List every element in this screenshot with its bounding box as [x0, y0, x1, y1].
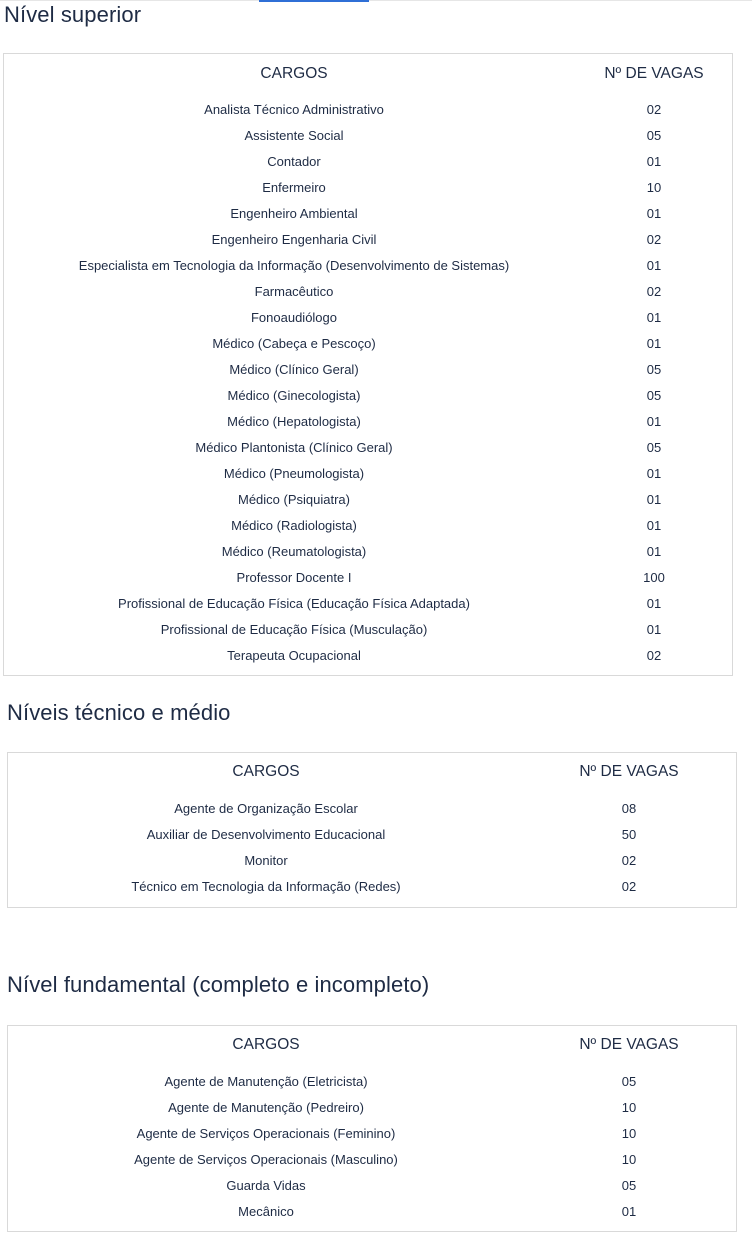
vagas-cell: 05: [646, 362, 662, 377]
vagas-cell: 01: [646, 466, 662, 481]
cargo-cell: Enfermeiro: [262, 180, 326, 195]
cargo-cell: Médico (Hepatologista): [227, 414, 361, 429]
cargo-cell: Médico Plantonista (Clínico Geral): [195, 440, 393, 455]
cargo-cell: Analista Técnico Administrativo: [204, 102, 384, 117]
table-row: [4, 279, 732, 305]
active-tab-indicator: [259, 0, 369, 2]
cargo-cell: Terapeuta Ocupacional: [227, 648, 361, 663]
cargo-cell: Mecânico: [238, 1204, 294, 1219]
vagas-cell: 02: [621, 853, 637, 868]
cargo-cell: Auxiliar de Desenvolvimento Educacional: [146, 827, 386, 842]
table-row: [4, 357, 732, 383]
header-cargos: CARGOS: [260, 65, 328, 82]
table-row: [8, 874, 736, 900]
cargo-cell: Profissional de Educação Física (Educação Física Adaptada): [118, 596, 470, 611]
cargo-cell: Profissional de Educação Física (Musculação): [160, 622, 428, 637]
cargo-cell: Técnico em Tecnologia da Informação (Redes): [131, 879, 401, 894]
cargo-cell: Engenheiro Ambiental: [230, 206, 358, 221]
vagas-cell: 01: [646, 154, 662, 169]
vagas-cell: 01: [646, 414, 662, 429]
table-row: [8, 1173, 736, 1199]
cargo-cell: Médico (Reumatologista): [221, 544, 367, 559]
vagas-cell: 02: [621, 879, 637, 894]
header-cargos: CARGOS: [232, 763, 300, 780]
cargo-cell: Guarda Vidas: [226, 1178, 306, 1193]
vagas-cell: 08: [621, 801, 637, 816]
table-row: [4, 175, 732, 201]
table-row: [4, 227, 732, 253]
cargo-cell: Agente de Serviços Operacionais (Feminino): [136, 1126, 396, 1141]
cargo-cell: Médico (Cabeça e Pescoço): [212, 336, 376, 351]
section-title-tecnico-medio: Níveis técnico e médio: [7, 700, 231, 725]
table-row: [4, 461, 732, 487]
table-row: [8, 822, 736, 848]
vagas-cell: 10: [621, 1152, 637, 1167]
cargo-cell: Médico (Psiquiatra): [238, 492, 350, 507]
vagas-cell: 05: [621, 1178, 637, 1193]
cargo-cell: Contador: [267, 154, 321, 169]
table-fundamental: [7, 1025, 737, 1232]
header-vagas: Nº DE VAGAS: [604, 65, 704, 82]
cargo-cell: Professor Docente I: [236, 570, 352, 585]
cargo-cell: Monitor: [244, 853, 288, 868]
vagas-cell: 02: [646, 102, 662, 117]
table-row: [8, 796, 736, 822]
table-row: [8, 1199, 736, 1225]
cargo-cell: Agente de Organização Escolar: [174, 801, 358, 816]
table-row: [4, 253, 732, 279]
table-row: [4, 435, 732, 461]
top-divider: [0, 0, 752, 1]
vagas-cell: 01: [646, 258, 662, 273]
vagas-cell: 01: [646, 596, 662, 611]
vagas-cell: 10: [646, 180, 662, 195]
header-cargos: CARGOS: [232, 1036, 300, 1053]
table-row: [4, 565, 732, 591]
table-row: [4, 487, 732, 513]
table-row: [4, 123, 732, 149]
cargo-cell: Médico (Pneumologista): [223, 466, 365, 481]
table-header: [4, 61, 732, 87]
section-title-fundamental: Nível fundamental (completo e incompleto): [7, 972, 430, 997]
cargo-cell: Agente de Manutenção (Eletricista): [164, 1074, 368, 1089]
table-row: [8, 1069, 736, 1095]
vagas-cell: 01: [646, 310, 662, 325]
table-row: [4, 305, 732, 331]
vagas-cell: 02: [646, 284, 662, 299]
table-row: [4, 383, 732, 409]
vagas-cell: 01: [646, 336, 662, 351]
cargo-cell: Médico (Radiologista): [231, 518, 357, 533]
table-superior: [3, 53, 733, 676]
table-row: [4, 97, 732, 123]
vagas-cell: 05: [646, 440, 662, 455]
vagas-cell: 05: [621, 1074, 637, 1089]
table-row: [4, 331, 732, 357]
cargo-cell: Engenheiro Engenharia Civil: [211, 232, 377, 247]
header-vagas: Nº DE VAGAS: [579, 1036, 679, 1053]
table-row: [4, 617, 732, 643]
table-row: [8, 1095, 736, 1121]
table-tecnico-medio: [7, 752, 737, 908]
table-row: [4, 591, 732, 617]
vagas-cell: 02: [646, 648, 662, 663]
vagas-cell: 01: [646, 544, 662, 559]
vagas-cell: 05: [646, 128, 662, 143]
vagas-cell: 01: [646, 206, 662, 221]
vagas-cell: 01: [646, 492, 662, 507]
vagas-cell: 01: [646, 622, 662, 637]
table-row: [8, 1121, 736, 1147]
vagas-cell: 02: [646, 232, 662, 247]
table-row: [4, 149, 732, 175]
table-header: [8, 759, 736, 785]
vagas-cell: 01: [646, 518, 662, 533]
vagas-cell: 05: [646, 388, 662, 403]
section-title-superior: Nível superior: [4, 2, 142, 27]
cargo-cell: Agente de Serviços Operacionais (Masculino): [134, 1152, 398, 1167]
vagas-cell: 100: [643, 570, 665, 585]
vagas-cell: 10: [621, 1126, 637, 1141]
cargo-cell: Médico (Clínico Geral): [229, 362, 359, 377]
table-row: [4, 643, 732, 669]
table-row: [8, 848, 736, 874]
table-row: [4, 201, 732, 227]
cargo-cell: Farmacêutico: [254, 284, 334, 299]
cargo-cell: Agente de Manutenção (Pedreiro): [168, 1100, 364, 1115]
table-row: [4, 539, 732, 565]
cargo-cell: Assistente Social: [244, 128, 344, 143]
header-vagas: Nº DE VAGAS: [579, 763, 679, 780]
table-row: [8, 1147, 736, 1173]
table-header: [8, 1032, 736, 1058]
cargo-cell: Fonoaudiólogo: [250, 310, 338, 325]
table-row: [4, 409, 732, 435]
cargo-cell: Médico (Ginecologista): [227, 388, 361, 403]
vagas-cell: 50: [621, 827, 637, 842]
vagas-cell: 10: [621, 1100, 637, 1115]
cargo-cell: Especialista em Tecnologia da Informação (Desenvolvimento de Sistemas): [78, 258, 510, 273]
vagas-cell: 01: [621, 1204, 637, 1219]
table-row: [4, 513, 732, 539]
